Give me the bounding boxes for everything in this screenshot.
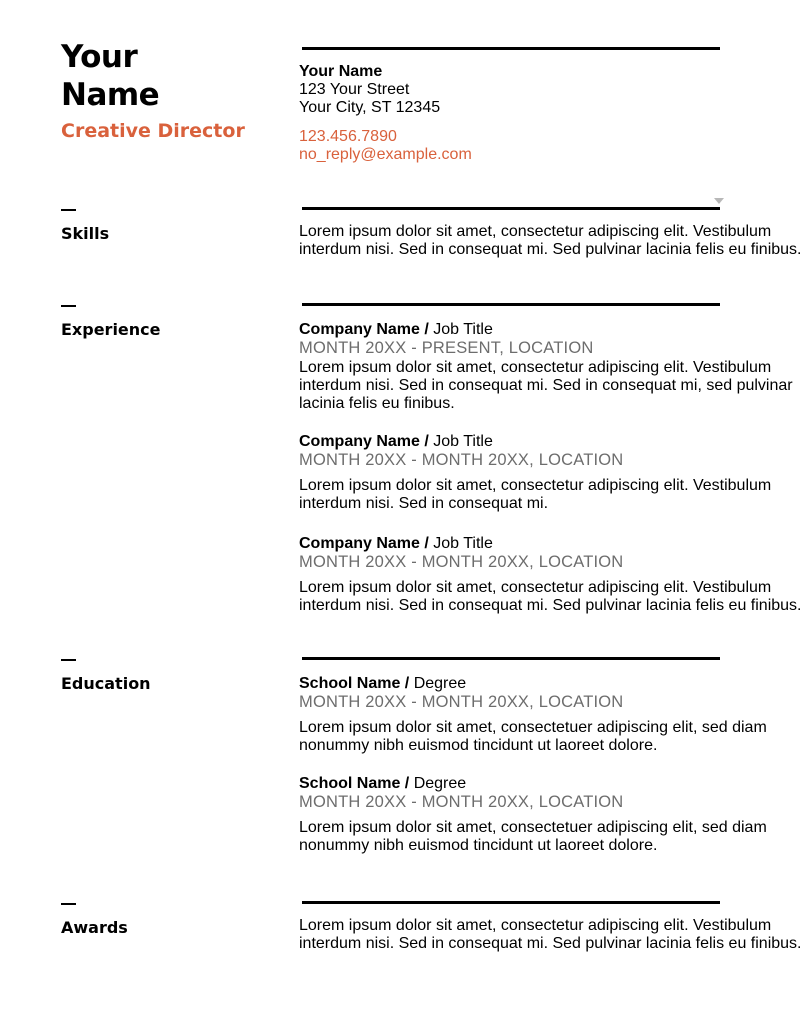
experience-dash bbox=[61, 305, 76, 307]
education-item bbox=[299, 775, 767, 855]
job-title-text: Job Title bbox=[428, 321, 493, 338]
job-title-text: Job Title bbox=[428, 535, 493, 552]
experience-item bbox=[299, 535, 802, 615]
education-line: Lorem ipsum dolor sit amet, consectetuer adipiscing elit, sed diam bbox=[299, 719, 767, 736]
experience-heading: Experience bbox=[61, 320, 161, 339]
skills-dash bbox=[61, 209, 76, 211]
company-name: Company Name / bbox=[299, 535, 429, 552]
education-school-line bbox=[299, 775, 729, 793]
experience-line: interdum nisi. Sed in consequat mi. bbox=[299, 495, 549, 512]
experience-company-line bbox=[299, 535, 729, 553]
skills-divider bbox=[302, 207, 720, 210]
job-title: Creative Director bbox=[61, 120, 245, 142]
name-first-line: Your bbox=[61, 39, 138, 75]
skills-heading: Skills bbox=[61, 224, 110, 243]
awards-dash bbox=[61, 903, 76, 905]
education-school-line bbox=[299, 675, 729, 693]
contact-street: 123 Your Street bbox=[299, 81, 410, 98]
experience-company-line bbox=[299, 433, 729, 451]
company-name: Company Name / bbox=[299, 321, 429, 338]
experience-dates: MONTH 20XX - MONTH 20XX, LOCATION bbox=[299, 553, 624, 571]
degree-text: Degree bbox=[409, 775, 467, 792]
school-name: School Name / bbox=[299, 775, 410, 792]
awards-line: interdum nisi. Sed in consequat mi. Sed pulvinar lacinia felis eu finibus. bbox=[299, 935, 802, 952]
resume-name bbox=[61, 38, 159, 114]
education-line: Lorem ipsum dolor sit amet, consectetuer adipiscing elit, sed diam bbox=[299, 819, 767, 836]
experience-company-line bbox=[299, 321, 729, 339]
degree-text: Degree bbox=[409, 675, 467, 692]
skills-line: Lorem ipsum dolor sit amet, consectetur adipiscing elit. Vestibulum bbox=[299, 223, 772, 240]
experience-line: interdum nisi. Sed in consequat mi. Sed pulvinar lacinia felis eu finibus. bbox=[299, 597, 802, 614]
job-title-text: Job Title bbox=[428, 433, 493, 450]
contact-phone: 123.456.7890 bbox=[299, 128, 397, 145]
education-dates: MONTH 20XX - MONTH 20XX, LOCATION bbox=[299, 693, 624, 711]
contact-block bbox=[299, 63, 729, 164]
awards-divider bbox=[302, 901, 720, 904]
experience-dates: MONTH 20XX - PRESENT, LOCATION bbox=[299, 339, 594, 357]
skills-line: interdum nisi. Sed in consequat mi. Sed pulvinar lacinia felis eu finibus. bbox=[299, 241, 802, 258]
experience-line: Lorem ipsum dolor sit amet, consectetur adipiscing elit. Vestibulum bbox=[299, 477, 772, 494]
experience-divider bbox=[302, 303, 720, 306]
experience-item bbox=[299, 321, 793, 413]
education-item bbox=[299, 675, 767, 755]
education-line: nonummy nibh euismod tincidunt ut laoreet dolore. bbox=[299, 837, 658, 854]
contact-name: Your Name bbox=[299, 63, 383, 80]
education-dates: MONTH 20XX - MONTH 20XX, LOCATION bbox=[299, 793, 624, 811]
awards-text bbox=[299, 917, 802, 953]
contact-divider bbox=[302, 47, 720, 50]
awards-heading: Awards bbox=[61, 918, 128, 937]
education-heading: Education bbox=[61, 674, 151, 693]
dropdown-arrow-icon[interactable] bbox=[714, 198, 724, 204]
experience-item bbox=[299, 433, 772, 513]
awards-line: Lorem ipsum dolor sit amet, consectetur adipiscing elit. Vestibulum bbox=[299, 917, 772, 934]
education-line: nonummy nibh euismod tincidunt ut laoreet dolore. bbox=[299, 737, 658, 754]
contact-city: Your City, ST 12345 bbox=[299, 99, 441, 116]
skills-text[interactable] bbox=[299, 223, 802, 259]
experience-line: interdum nisi. Sed in consequat mi. Sed in consequat mi, sed pulvinar bbox=[299, 377, 793, 394]
experience-line: Lorem ipsum dolor sit amet, consectetur adipiscing elit. Vestibulum bbox=[299, 359, 772, 376]
experience-dates: MONTH 20XX - MONTH 20XX, LOCATION bbox=[299, 451, 624, 469]
school-name: School Name / bbox=[299, 675, 410, 692]
education-divider bbox=[302, 657, 720, 660]
experience-line: lacinia felis eu finibus. bbox=[299, 395, 455, 412]
education-dash bbox=[61, 659, 76, 661]
company-name: Company Name / bbox=[299, 433, 429, 450]
experience-line: Lorem ipsum dolor sit amet, consectetur adipiscing elit. Vestibulum bbox=[299, 579, 772, 596]
contact-email: no_reply@example.com bbox=[299, 146, 472, 163]
name-second-line: Name bbox=[61, 77, 160, 113]
